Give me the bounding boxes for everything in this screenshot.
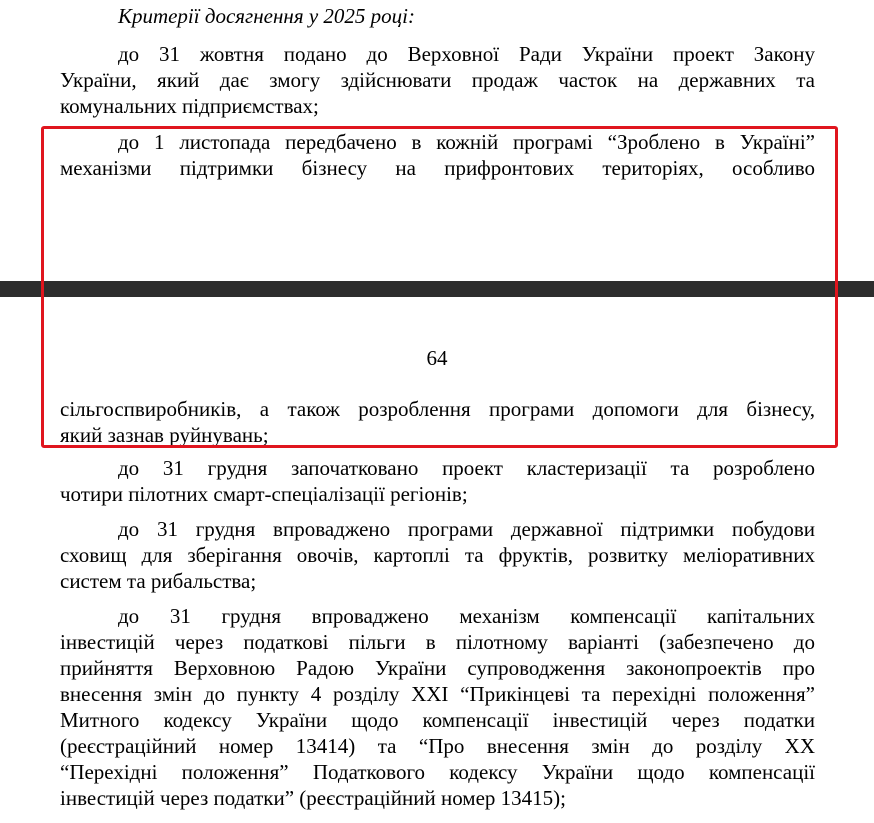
- highlight-box: [41, 126, 838, 448]
- item-2-line-1: до 1 листопада передбачено в кожній програмі “Зроблено в Україні”: [118, 130, 815, 154]
- item-5-line-6: (реєстраційний номер 13414) та “Про внесення змін до розділу XX: [60, 734, 815, 758]
- item-1-line-1: до 31 жовтня подано до Верховної Ради України проект Закону: [118, 42, 815, 66]
- item-5-line-7: “Перехідні положення” Податкового кодексу України щодо компенсації: [60, 760, 815, 784]
- item-5-line-8: інвестицій через податки” (реєстраційний номер 13415);: [60, 786, 566, 810]
- item-4-line-3: систем та рибальства;: [60, 569, 257, 593]
- item-3-line-1: до 31 грудня започатковано проект кластеризації та розроблено: [118, 456, 815, 480]
- item-5-line-3: прийняття Верховною Радою України супроводження законопроектів про: [60, 656, 815, 680]
- item-2-line-3: сільгоспвиробників, а також розроблення програми допомоги для бізнесу,: [60, 397, 815, 421]
- page-number: 64: [426, 346, 448, 370]
- item-4-line-2: сховищ для зберігання овочів, картоплі та фруктів, розвитку меліоративних: [60, 543, 815, 567]
- criteria-heading: Критерії досягнення у 2025 році:: [118, 4, 415, 28]
- item-2-line-4: який зазнав руйнувань;: [60, 423, 269, 447]
- item-5-line-5: Митного кодексу України щодо компенсації інвестицій через податки: [60, 708, 815, 732]
- item-5-line-2: інвестицій через податкові пільги в пілотному варіанті (забезпечено до: [60, 630, 815, 654]
- item-2-line-2: механізми підтримки бізнесу на прифронтових територіях, особливо: [60, 156, 815, 180]
- item-1-line-2: України, який дає змогу здійснювати продаж часток на державних та: [60, 68, 815, 92]
- item-5-line-1: до 31 грудня впроваджено механізм компенсації капітальних: [118, 604, 815, 628]
- item-1-line-3: комунальних підприємствах;: [60, 94, 319, 118]
- item-3-line-2: чотири пілотних смарт-спеціалізації регіонів;: [60, 482, 468, 506]
- item-4-line-1: до 31 грудня впроваджено програми державної підтримки побудови: [118, 517, 815, 541]
- item-5-line-4: внесення змін до пункту 4 розділу XXI “Прикінцеві та перехідні положення”: [60, 682, 815, 706]
